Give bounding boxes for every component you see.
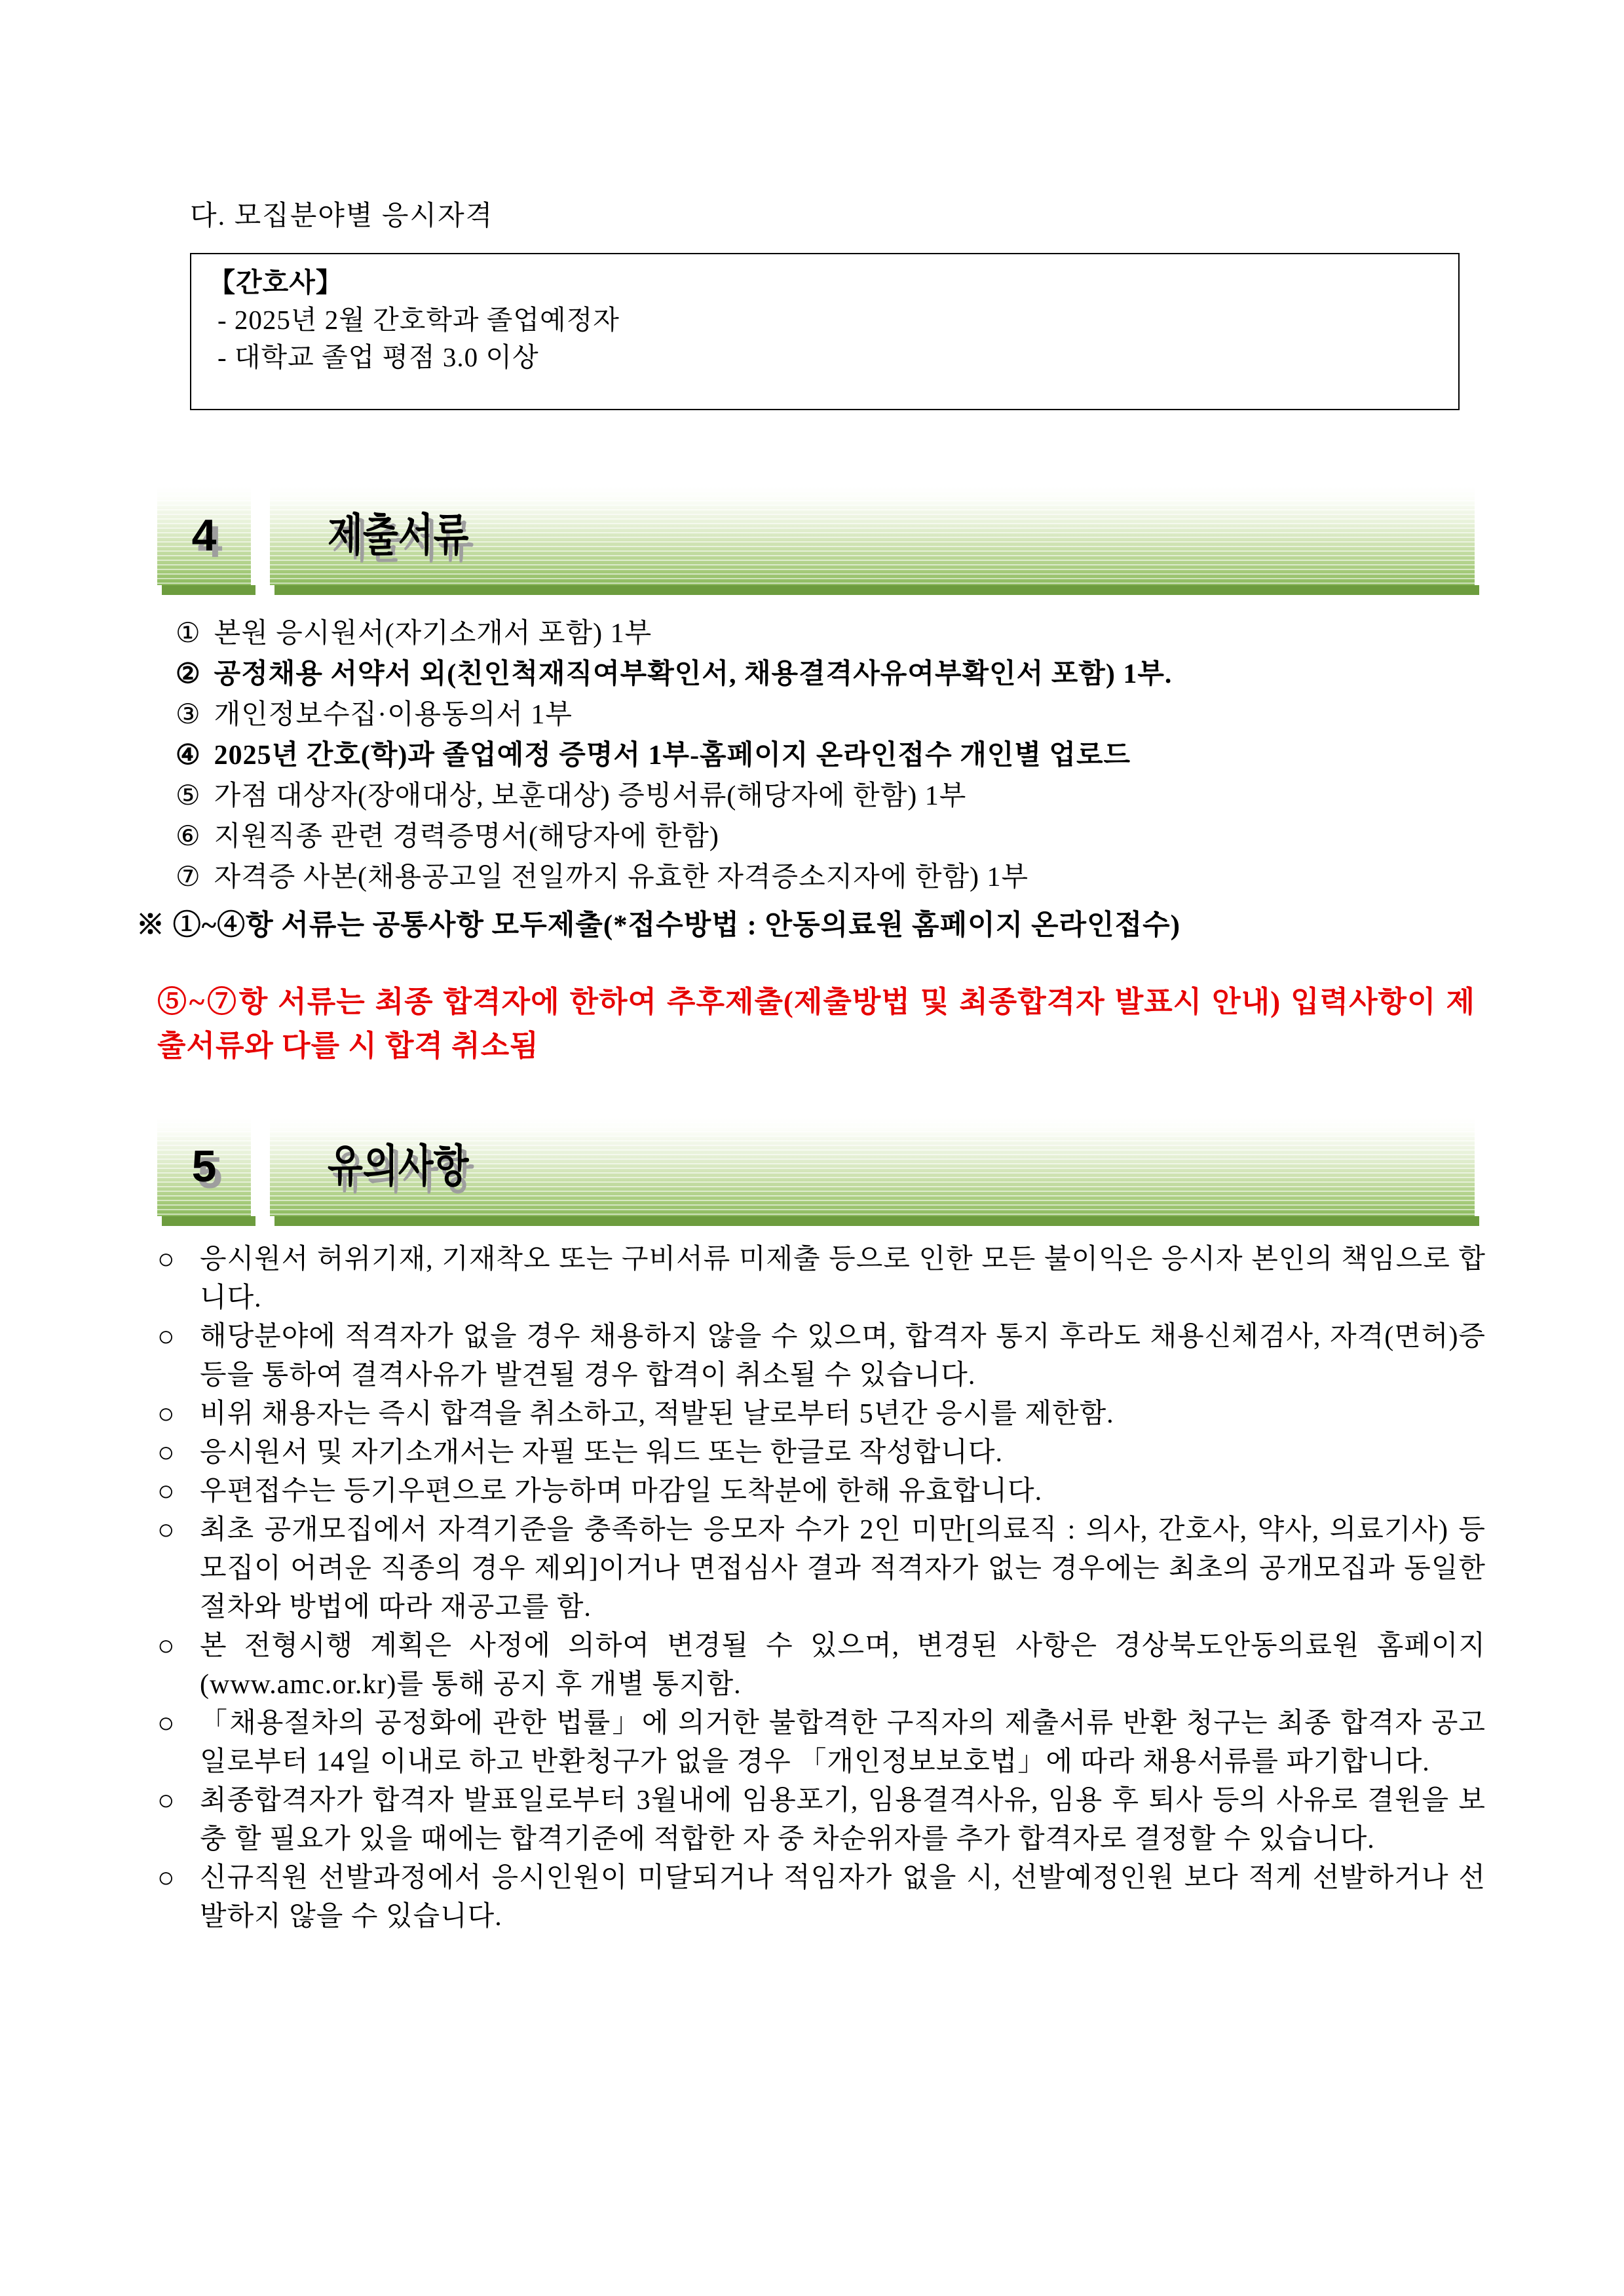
- circle-bullet: ○: [157, 1320, 176, 1352]
- notice-item-text: 우편접수는 등기우편으로 가능하며 마감일 도착분에 한해 유효합니다.: [200, 1476, 1043, 1506]
- notice-list-item: [157, 1318, 1486, 1395]
- notice-list-item: [157, 1704, 1486, 1782]
- notice-list-item: [157, 1859, 1486, 1936]
- notice-list-item: [157, 1240, 1486, 1318]
- notice-list-item: [157, 1395, 1486, 1434]
- qualification-list: [208, 301, 1445, 376]
- section-number: 5: [191, 1141, 217, 1191]
- section-title-banner: [270, 1117, 1475, 1216]
- circle-bullet: ○: [157, 1243, 176, 1275]
- section-number-badge: [157, 1117, 251, 1216]
- notice-list-item: [157, 1434, 1486, 1472]
- document-item-text: 개인정보수집·이용동의서 1부: [214, 700, 573, 730]
- section-title: 제출서류: [328, 510, 469, 560]
- qualification-item: - 대학교 졸업 평점 3.0 이상: [217, 342, 539, 372]
- circle-bullet: ○: [157, 1784, 176, 1816]
- document-list-item: [176, 613, 1494, 654]
- notice-list: [157, 1240, 1486, 1936]
- document-item-text: 공정채용 서약서 외(친인척재직여부확인서, 채용결격사유여부확인서 포함) 1부.: [214, 659, 1173, 689]
- document-list-item: [176, 776, 1494, 816]
- notice-item-text: 본 전형시행 계획은 사정에 의하여 변경될 수 있으며, 변경된 사항은 경상북도안동의료원 홈페이지(www.amc.or.kr)를 통해 공지 후 개별 통지함.: [200, 1631, 1486, 1700]
- qualification-item: - 2025년 2월 간호학과 졸업예정자: [217, 305, 620, 335]
- circled-number-marker: ⑥: [176, 822, 201, 852]
- section-title-banner: [270, 486, 1475, 585]
- document-item-text: 가점 대상자(장애대상, 보훈대상) 증빙서류(해당자에 한함) 1부: [214, 781, 967, 811]
- document-list-item: [176, 654, 1494, 695]
- document-item-text: 본원 응시원서(자기소개서 포함) 1부: [214, 619, 652, 649]
- notice-item-text: 응시원서 및 자기소개서는 자필 또는 워드 또는 한글로 작성합니다.: [200, 1438, 1003, 1468]
- circle-bullet: ○: [157, 1514, 176, 1546]
- notice-list-item: [157, 1782, 1486, 1859]
- document-item-text: 지원직종 관련 경력증명서(해당자에 한함): [214, 822, 719, 852]
- document-list-item: [176, 695, 1494, 735]
- notice-item-text: 최종합격자가 합격자 발표일로부터 3월내에 임용포기, 임용결격사유, 임용 후 퇴사 등의 사유로 결원을 보충 할 필요가 있을 때에는 합격기준에 적합한 자 중 차순위자를 추가 합격자로 결정할 수 있습니다.: [200, 1786, 1486, 1854]
- circled-number-marker: ④: [176, 740, 201, 771]
- notice-item-text: 해당분야에 적격자가 없을 경우 채용하지 않을 수 있으며, 합격자 통지 후라도 채용신체검사, 자격(면허)증 등을 통하여 결격사유가 발견될 경우 합격이 취소될 수 있습니다.: [200, 1322, 1486, 1390]
- circle-bullet: ○: [157, 1862, 176, 1894]
- circle-bullet: ○: [157, 1398, 176, 1430]
- document-list-item: [176, 735, 1494, 776]
- late-submission-warning: ⑤~⑦항 서류는 최종 합격자에 한하여 추후제출(제출방법 및 최종합격자 발표시 안내) 입력사항이 제출서류와 다를 시 합격 취소됨: [157, 985, 1475, 1062]
- circled-number-marker: ③: [176, 700, 201, 730]
- qualification-box-title: 【간호사】: [208, 267, 343, 297]
- circled-number-marker: ①: [176, 619, 201, 649]
- document-item-text: 2025년 간호(학)과 졸업예정 증명서 1부-홈페이지 온라인접수 개인별 업로드: [214, 740, 1131, 771]
- document-item-text: 자격증 사본(채용공고일 전일까지 유효한 자격증소지자에 한함) 1부: [214, 862, 1029, 892]
- circled-number-marker: ⑤: [176, 781, 201, 811]
- notice-item-text: 비위 채용자는 즉시 합격을 취소하고, 적발된 날로부터 5년간 응시를 제한함.: [200, 1399, 1114, 1429]
- notice-list-item: [157, 1472, 1486, 1511]
- section-header-submission-documents: [157, 486, 1475, 595]
- notice-list-item: [157, 1627, 1486, 1704]
- notice-item-text: 신규직원 선발과정에서 응시인원이 미달되거나 적임자가 없을 시, 선발예정인원 보다 적게 선발하거나 선발하지 않을 수 있습니다.: [200, 1863, 1486, 1932]
- section-title: 유의사항: [328, 1141, 469, 1191]
- circle-bullet: ○: [157, 1707, 176, 1739]
- circle-bullet: ○: [157, 1630, 176, 1662]
- circled-number-marker: ⑦: [176, 862, 201, 892]
- subheading-qualifications-by-field: 다. 모집분야별 응시자격: [190, 201, 494, 231]
- common-submission-note: ※ ①~④항 서류는 공통사항 모두제출(*접수방법 : 안동의료원 홈페이지 온라인접수): [136, 910, 1180, 941]
- document-list: [176, 613, 1494, 898]
- qualification-box: [190, 253, 1460, 410]
- document-list-item: [176, 857, 1494, 898]
- notice-item-text: 응시원서 허위기재, 기재착오 또는 구비서류 미제출 등으로 인한 모든 불이익은 응시자 본인의 책임으로 합니다.: [200, 1244, 1486, 1313]
- circled-number-marker: ②: [176, 659, 201, 689]
- notice-list-item: [157, 1511, 1486, 1627]
- section-number: 4: [191, 510, 217, 560]
- document-list-item: [176, 816, 1494, 857]
- circle-bullet: ○: [157, 1475, 176, 1507]
- circle-bullet: ○: [157, 1436, 176, 1468]
- notice-item-text: 최초 공개모집에서 자격기준을 충족하는 응모자 수가 2인 미만[의료직 : 의사, 간호사, 약사, 의료기사) 등 모집이 어려운 직종의 경우 제외]이거나 면접심사 결과 적격자가 없는 경우에는 최초의 공개모집과 동일한 절차와 방법에 따라 재공고를 함.: [200, 1515, 1486, 1622]
- section-header-notes: [157, 1117, 1475, 1226]
- section-number-badge: [157, 486, 251, 585]
- notice-item-text: 「채용절차의 공정화에 관한 법률」에 의거한 불합격한 구직자의 제출서류 반환 청구는 최종 합격자 공고일로부터 14일 이내로 하고 반환청구가 없을 경우 「개인정보보호법」에 따라 채용서류를 파기합니다.: [200, 1708, 1486, 1777]
